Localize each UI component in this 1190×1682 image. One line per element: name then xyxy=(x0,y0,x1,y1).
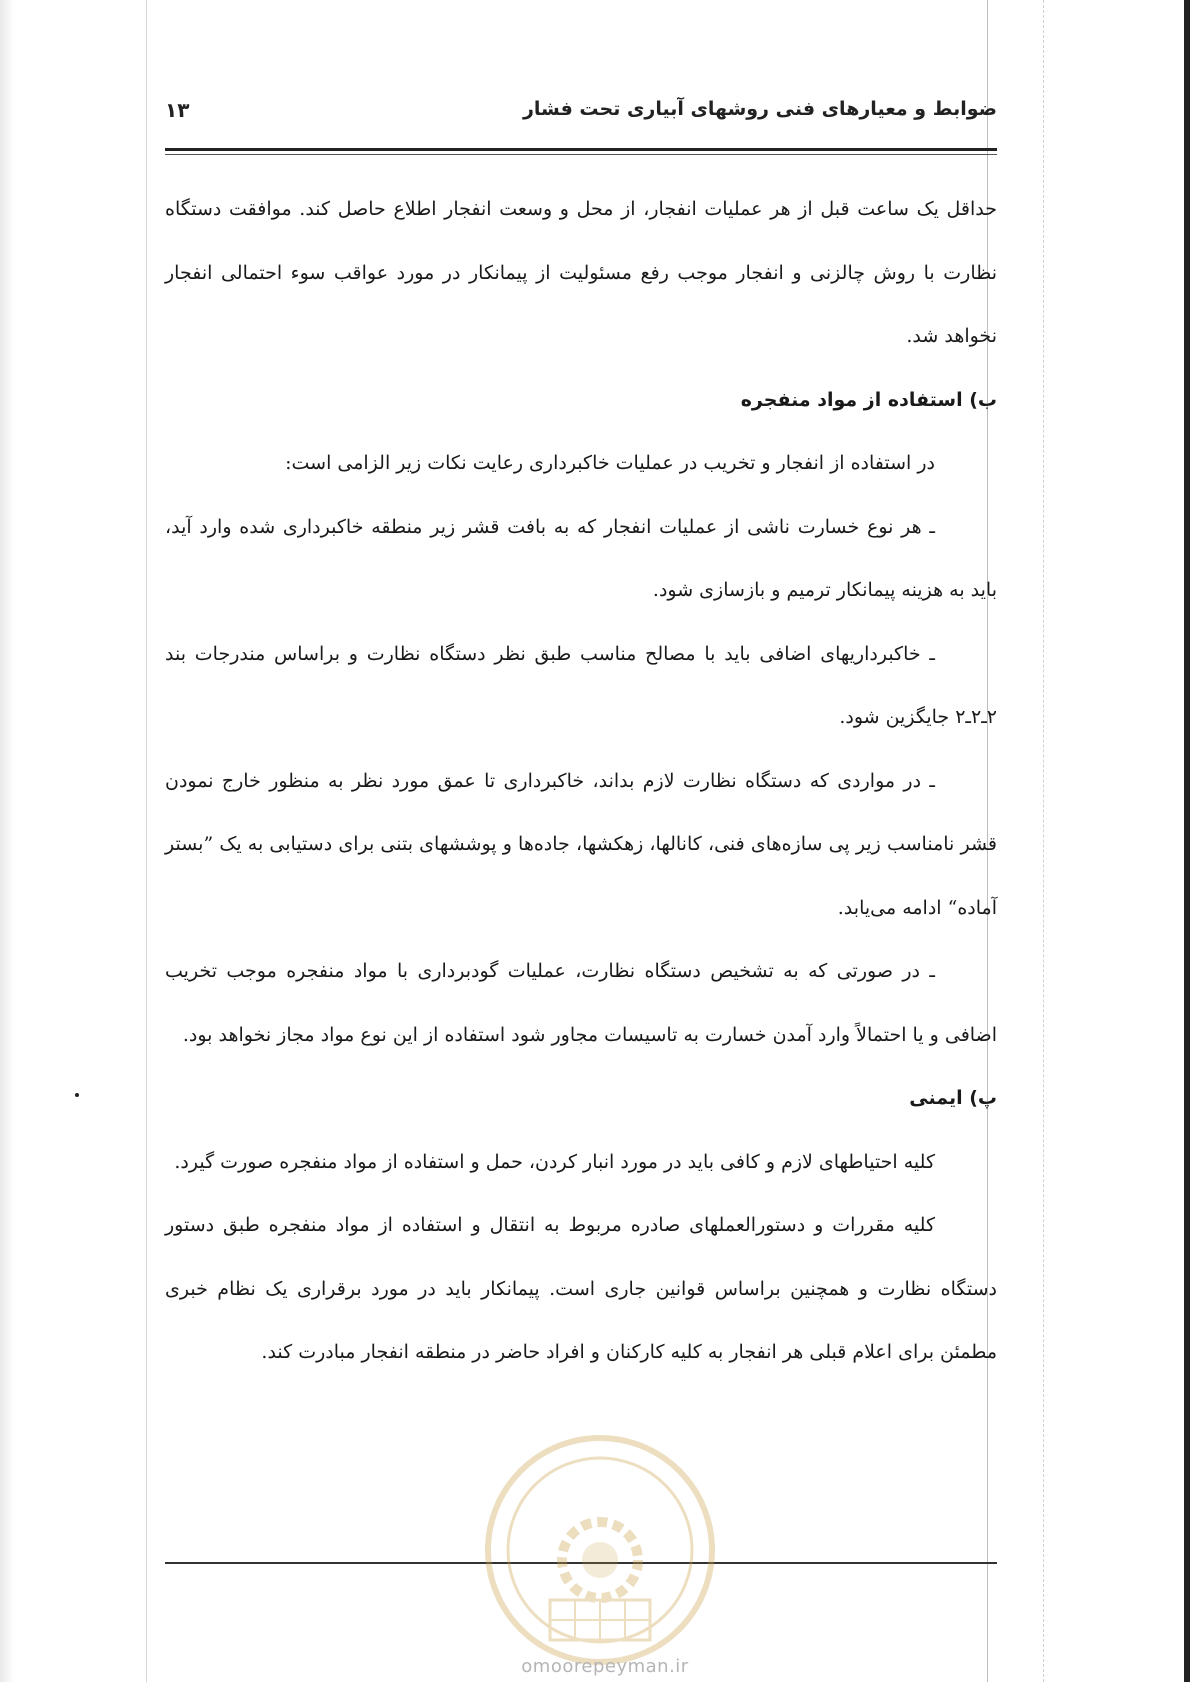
body-text xyxy=(165,178,997,1385)
list-item: ـ در مواردی که دستگاه نظارت لازم بداند، خاکبرداری تا عمق مورد نظر به منظور خارج نمودن قشر نامناسب زیر پی سازه‌های فنی، کانالها، زهکشها، جاده‌ها و پوششهای بتنی برای دستیابی به یک ”بستر آماده“ ادامه می‌یابد. xyxy=(165,769,997,919)
scan-speck xyxy=(75,1093,79,1097)
paragraph: در استفاده از انفجار و تخریب در عملیات خاکبرداری رعایت نکات زیر الزامی است: xyxy=(285,452,935,474)
header-rule xyxy=(165,148,997,151)
list-item: ـ خاکبرداریهای اضافی باید با مصالح مناسب طبق نظر دستگاه نظارت و براساس مندرجات بند ۲ـ۲ـ۲ جایگزین شود. xyxy=(165,642,997,728)
list-item: ـ هر نوع خسارت ناشی از عملیات انفجار که به بافت قشر زیر منطقه خاکبرداری شده وارد آید، باید به هزینه پیمانکار ترمیم و بازسازی شود. xyxy=(165,515,997,601)
scan-edge-right xyxy=(1184,0,1190,1682)
running-title: ضوابط و معیارهای فنی روشهای آبیاری تحت فشار xyxy=(522,98,997,120)
list-item: ـ در صورتی که به تشخیص دستگاه نظارت، عملیات گودبرداری با مواد منفجره موجب تخریب اضافی و یا احتمالاً وارد آمدن خسارت به تاسیسات مجاور شود استفاده از این نوع مواد مجاز نخواهد بود. xyxy=(165,960,997,1046)
paragraph: کلیه مقررات و دستورالعملهای صادره مربوط به انتقال و استفاده از مواد منفجره طبق دستور دستگاه نظارت و همچنین براساس قوانین جاری است. پیمانکار باید در مورد برقراری یک نظام خبری مطمئن برای اعلام قبلی هر انفجار به کلیه کارکنان و افراد حاضر در منطقه انفجار مبادرت کند. xyxy=(165,1214,997,1363)
scan-edge-left xyxy=(0,0,14,1682)
header-rule-thin xyxy=(165,154,997,155)
section-heading-explosives: ب) استفاده از مواد منفجره xyxy=(740,388,997,411)
watermark-seal-icon xyxy=(480,1430,720,1670)
margin-rule-right-outer xyxy=(1043,0,1044,1682)
running-head xyxy=(165,98,997,134)
watermark-url: omoorepeyman.ir xyxy=(521,1656,689,1677)
page-number: ۱۳ xyxy=(165,98,190,122)
paragraph: کلیه احتیاطهای لازم و کافی باید در مورد انبار کردن، حمل و استفاده از مواد منفجره صورت گیرد. xyxy=(174,1150,935,1173)
margin-rule-left xyxy=(146,0,147,1682)
section-heading-safety: پ) ایمنی xyxy=(909,1087,997,1109)
paragraph: حداقل یک ساعت قبل از هر عملیات انفجار، از محل و وسعت انفجار اطلاع حاصل کند. موافقت دستگاه نظارت با روش چالزنی و انفجار موجب رفع مسئولیت از پیمانکار در مورد عواقب سوء احتمالی انفجار نخواهد شد. xyxy=(165,198,997,347)
